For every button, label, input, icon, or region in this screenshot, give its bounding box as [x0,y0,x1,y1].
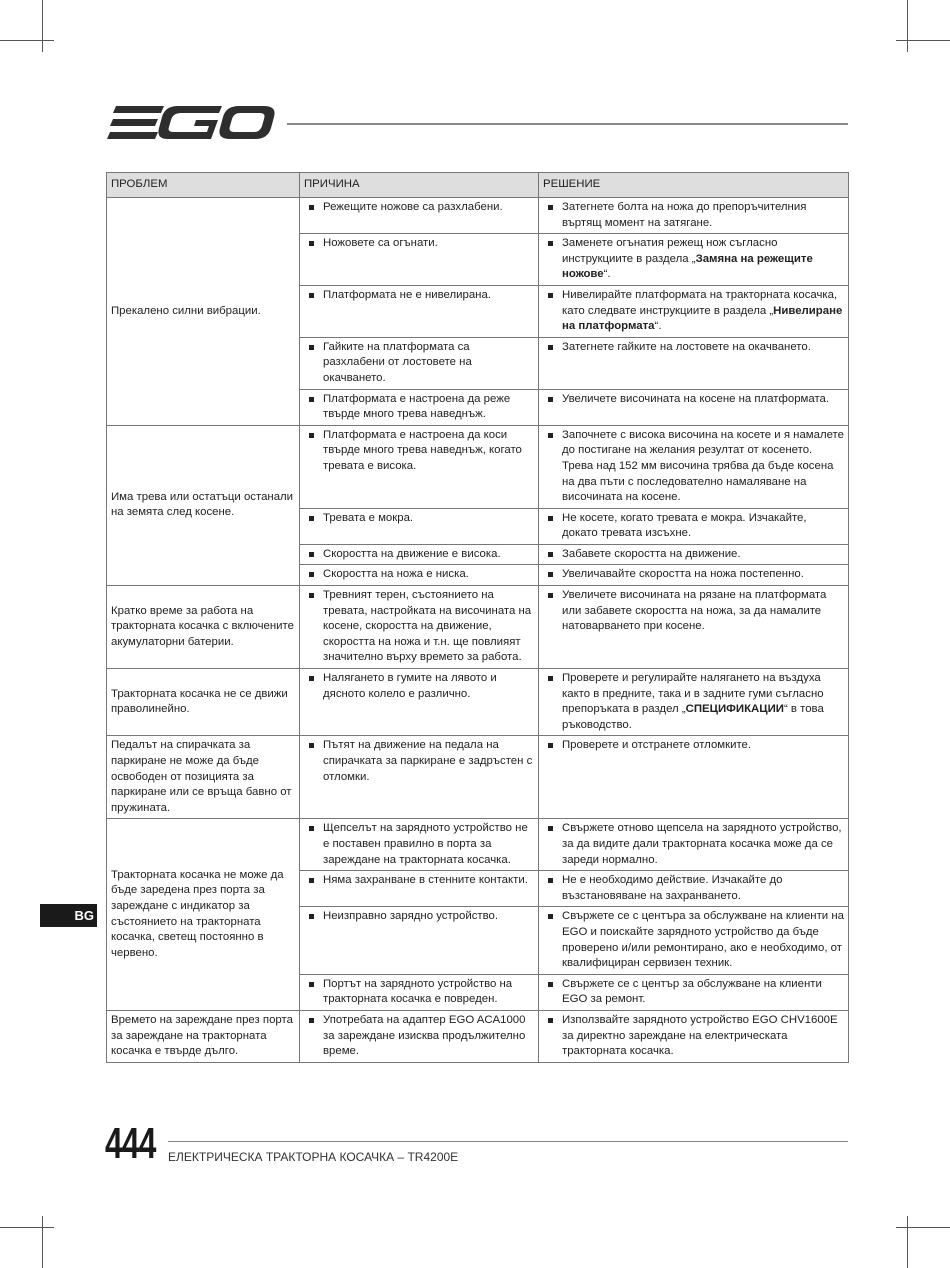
cause-cell: Няма захранване в стенните контакти. [300,871,539,907]
cause-cell: Тревният терен, състоянието на тревата, настройката на височината на косене, скоростта на движение, скоростта на ножа и т.н. ще повлияят значително върху времето за работа. [300,586,539,669]
bullet-icon [548,1018,553,1023]
bullet-icon [309,914,314,919]
bullet-icon [548,293,553,298]
table-row [107,425,849,508]
bullet-icon [548,345,553,350]
bullet-icon [309,345,314,350]
bullet-icon [309,205,314,210]
table-row [107,198,849,234]
cause-cell: Пътят на движение на педала на спирачката за паркиране е задръстен с отломки. [300,736,539,819]
header-solution: РЕШЕНИЕ [539,173,849,198]
crop-mark [907,1216,908,1268]
bullet-icon [548,572,553,577]
bullet-icon [548,914,553,919]
cause-cell: Щепселът на зарядното устройство не е поставен правилно в порта за зареждане на тракторната косачка. [300,819,539,871]
bullet-icon [309,982,314,987]
problem-cell: Прекалено силни вибрации. [107,198,300,426]
bullet-icon [548,552,553,557]
table-row [107,819,849,871]
table-row [107,586,849,669]
problem-cell: Кратко време за работа на тракторната косачка с включените акумулаторни батерии. [107,586,300,669]
solution-cell: Не косете, когато тревата е мокра. Изчакайте, докато тревата изсъхне. [539,508,849,544]
bullet-icon [309,572,314,577]
problem-cell: Тракторната косачка не се движи праволинейно. [107,669,300,736]
bullet-icon [548,241,553,246]
bullet-icon [309,293,314,298]
cause-cell: Платформата е настроена да реже твърде много трева наведнъж. [300,389,539,425]
bullet-icon [548,593,553,598]
solution-cell: Увеличете височината на рязане на платформата или забавете скоростта на ножа, за да намалите натоварването при косене. [539,586,849,669]
problem-cell: Тракторната косачка не може да бъде заредена през порта за зареждане с индикатор за състоянието на тракторната косачка, светещ постоянно в червено. [107,819,300,1011]
bullet-icon [548,878,553,883]
table-header-row [107,173,849,198]
cause-cell: Платформата е настроена да коси твърде много трева наведнъж, когато тревата е висока. [300,425,539,508]
bullet-icon [309,241,314,246]
cause-cell: Употребата на адаптер EGO ACA1000 за зареждане изисква продължително време. [300,1010,539,1062]
bullet-icon [309,1018,314,1023]
bullet-icon [309,552,314,557]
bullet-icon [548,676,553,681]
solution-cell: Свържете отново щепсела на зарядното устройство, за да видите дали тракторната косачка може да се зареди нормално. [539,819,849,871]
solution-cell: Затегнете гайките на лостовете на окачването. [539,337,849,389]
page-number: 444 [105,1119,156,1168]
crop-mark [896,40,950,41]
cause-cell: Скоростта на движение е висока. [300,544,539,565]
footer-title: ЕЛЕКТРИЧЕСКА ТРАКТОРНА КОСАЧКА – TR4200E [168,1150,459,1164]
bullet-icon [309,397,314,402]
header-cause: ПРИЧИНА [300,173,539,198]
bullet-icon [309,676,314,681]
cause-cell: Платформата не е нивелирана. [300,285,539,337]
troubleshooting-table [106,172,849,1063]
solution-cell: Увеличавайте скоростта на ножа постепенно. [539,565,849,586]
table-row [107,736,849,819]
header-rule [287,123,848,125]
cause-cell: Неизправно зарядно устройство. [300,907,539,974]
solution-cell: Свържете се с центъра за обслужване на клиенти на EGO и поискайте зарядното устройство да бъде проверено и/или ремонтирано, ако е необходимо, от квалифициран сервизен техник. [539,907,849,974]
table-row [107,669,849,736]
solution-cell: Забавете скоростта на движение. [539,544,849,565]
solution-cell: Увеличете височината на косене на платформата. [539,389,849,425]
bullet-icon [309,593,314,598]
crop-mark [0,1227,54,1228]
solution-cell: Заменете огънатия режещ нож съгласно инструкциите в раздела „Замяна на режещите ножове“. [539,234,849,286]
problem-cell: Има трева или остатъци останали на земята след косене. [107,425,300,585]
cause-cell: Портът на зарядното устройство на тракторната косачка е повреден. [300,974,539,1010]
crop-mark [0,40,54,41]
bullet-icon [548,205,553,210]
problem-cell: Времето на зареждане през порта за зареждане на тракторната косачка е твърде дълго. [107,1010,300,1062]
bullet-icon [548,397,553,402]
crop-mark [42,0,43,52]
cause-cell: Тревата е мокра. [300,508,539,544]
bullet-icon [548,743,553,748]
cause-cell: Режещите ножове са разхлабени. [300,198,539,234]
cause-cell: Налягането в гумите на лявото и дясното колело е различно. [300,669,539,736]
problem-cell: Педалът на спирачката за паркиране не може да бъде освободен от позицията за паркиране или се връща бавно от пружината. [107,736,300,819]
bullet-icon [309,743,314,748]
table-row [107,1010,849,1062]
solution-cell: Започнете с висока височина на косете и я намалете до постигане на желания резултат от косенето. Трева над 152 мм височина трябва да бъде косена на два пъти с последователно намаляване на височината на косене. [539,425,849,508]
header-problem: ПРОБЛЕМ [107,173,300,198]
section-reference: Замяна на режещите ножове [562,252,813,281]
solution-cell: Затегнете болта на ножа до препоръчителния въртящ момент на затягане. [539,198,849,234]
language-tab: BG [40,904,97,927]
crop-mark [42,1216,43,1268]
bullet-icon [309,433,314,438]
bullet-icon [548,826,553,831]
footer-rule [168,1141,848,1142]
bullet-icon [309,516,314,521]
cause-cell: Скоростта на ножа е ниска. [300,565,539,586]
bullet-icon [548,516,553,521]
bullet-icon [548,433,553,438]
bullet-icon [309,878,314,883]
ego-logo [106,100,276,145]
crop-mark [896,1227,950,1228]
solution-cell: Проверете и отстранете отломките. [539,736,849,819]
section-reference: СПЕЦИФИКАЦИИ [685,703,784,716]
section-reference: Нивелиране на платформата [562,304,843,333]
bullet-icon [309,826,314,831]
solution-cell: Използвайте зарядното устройство EGO CHV1600E за директно зареждане на електрическата тракторната косачка. [539,1010,849,1062]
solution-cell: Проверете и регулирайте налягането на въздуха както в предните, така и в задните гуми съгласно препоръката в раздел „СПЕЦИФИКАЦИИ“ в това ръководство. [539,669,849,736]
solution-cell: Нивелирайте платформата на тракторната косачка, като следвате инструкциите в раздела „Нивелиране на платформата“. [539,285,849,337]
cause-cell: Ножовете са огънати. [300,234,539,286]
crop-mark [907,0,908,52]
solution-cell: Свържете се с център за обслужване на клиенти EGO за ремонт. [539,974,849,1010]
solution-cell: Не е необходимо действие. Изчакайте до възстановяване на захранването. [539,871,849,907]
bullet-icon [548,982,553,987]
cause-cell: Гайките на платформата са разхлабени от лостовете на окачването. [300,337,539,389]
